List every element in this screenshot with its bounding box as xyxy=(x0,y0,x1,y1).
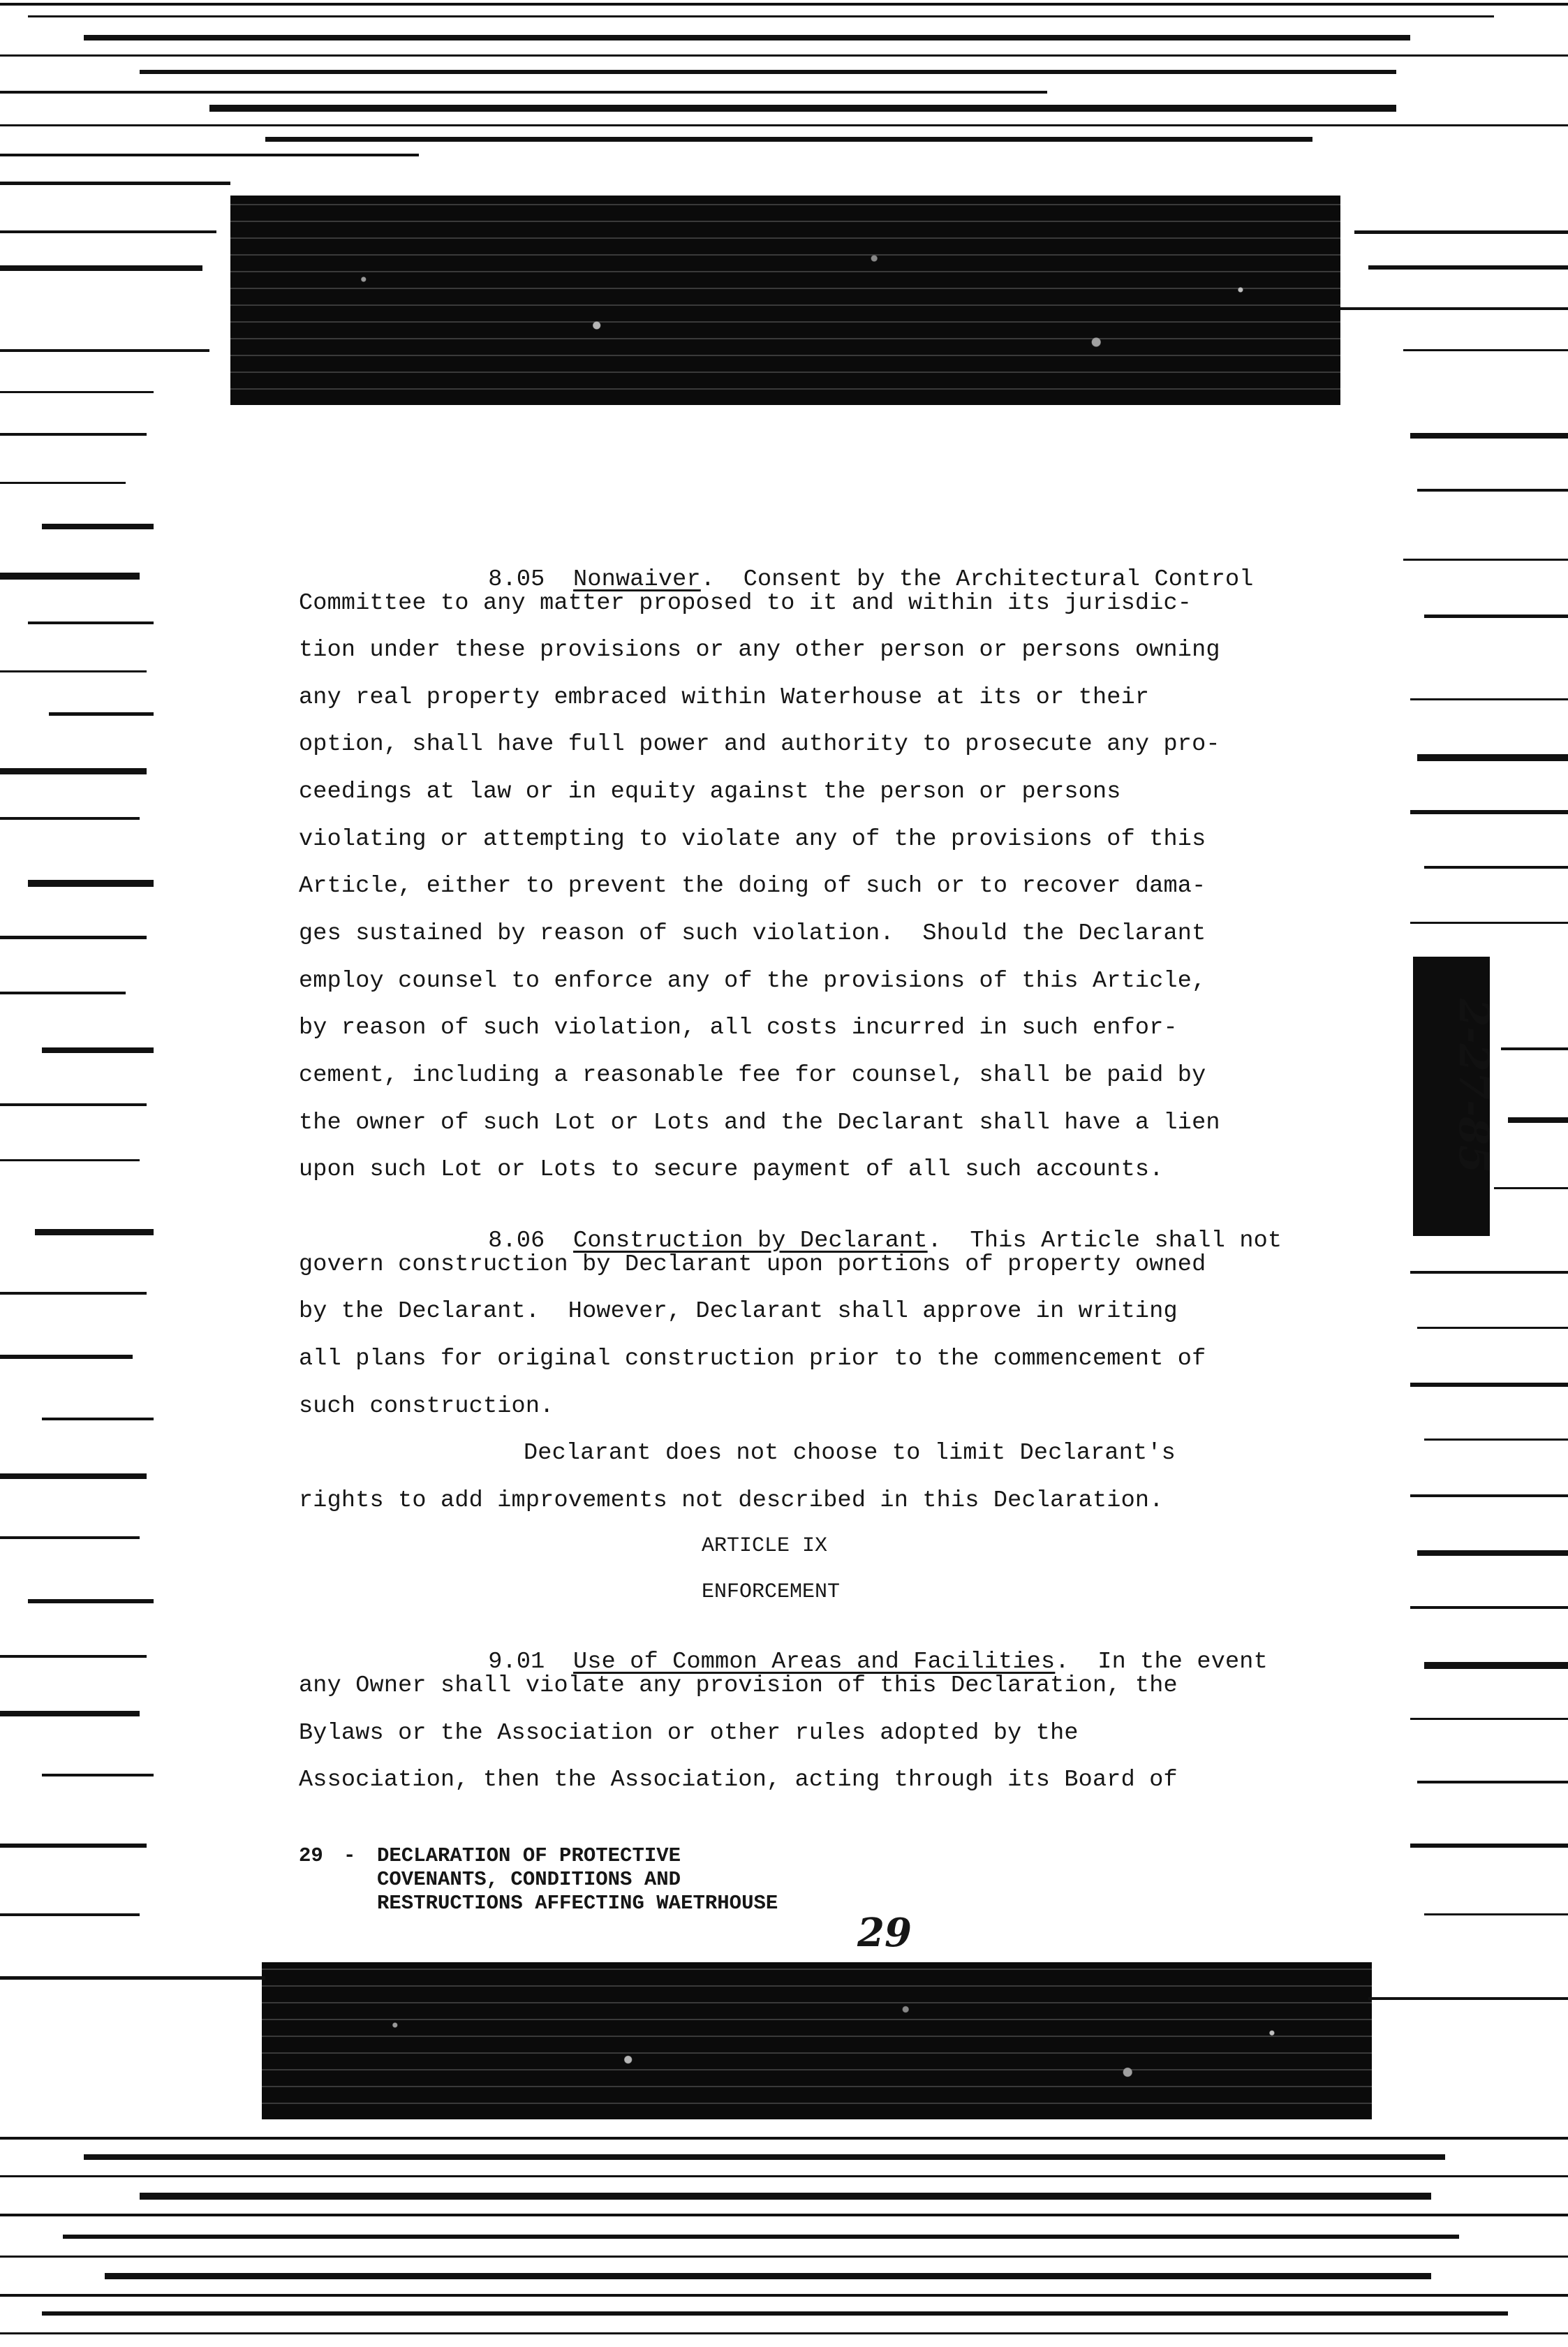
body-line: by reason of such violation, all costs incurred in such enfor- xyxy=(299,1015,1178,1041)
body-line: Bylaws or the Association or other rules adopted by the xyxy=(299,1720,1079,1746)
footer-title-line-1: DECLARATION OF PROTECTIVE xyxy=(377,1844,681,1867)
article-title: ENFORCEMENT xyxy=(702,1580,841,1604)
footer-title-line-3: RESTRUCTIONS AFFECTING WAETRHOUSE xyxy=(377,1892,778,1915)
body-line: rights to add improvements not described in this Declaration. xyxy=(299,1487,1164,1514)
body-line: upon such Lot or Lots to secure payment of all such accounts. xyxy=(299,1156,1164,1183)
body-line: by the Declarant. However, Declarant shall approve in writing xyxy=(299,1298,1178,1325)
handwritten-page-number: 29 xyxy=(857,1910,912,1956)
body-line: any real property embraced within Waterhouse at its or their xyxy=(299,684,1150,711)
body-line: all plans for original construction prior to the commencement of xyxy=(299,1346,1206,1372)
body-line: Article, either to prevent the doing of such or to recover dama- xyxy=(299,873,1206,899)
section-number: 8.06 xyxy=(488,1227,545,1254)
body-line: such construction. xyxy=(299,1393,554,1420)
section-heading: Use of Common Areas and Facilities xyxy=(573,1648,1056,1675)
section-number: 8.05 xyxy=(488,566,545,593)
body-line: Declarant does not choose to limit Declarant's xyxy=(524,1440,1176,1466)
body-line: violating or attempting to violate any of the provisions of this xyxy=(299,826,1206,853)
body-line: option, shall have full power and authority to prosecute any pro- xyxy=(299,731,1220,758)
body-line: any Owner shall violate any provision of this Declaration, the xyxy=(299,1672,1178,1699)
body-line: ges sustained by reason of such violation. Should the Declarant xyxy=(299,920,1206,947)
side-stamp-date: 2-27-85 xyxy=(1450,999,1497,1173)
body-line: Committee to any matter proposed to it and within its jurisdic- xyxy=(299,590,1192,617)
section-text: . Consent by the Architectural Control xyxy=(700,566,1254,593)
scan-noise-band-bottom xyxy=(262,1962,1372,2119)
body-line: govern construction by Declarant upon portions of property owned xyxy=(299,1251,1206,1278)
section-text: . In the event xyxy=(1055,1648,1268,1675)
section-heading: Construction by Declarant xyxy=(573,1227,928,1254)
body-line: tion under these provisions or any other person or persons owning xyxy=(299,637,1220,663)
section-text: . This Article shall not xyxy=(927,1227,1282,1254)
section-heading: Nonwaiver xyxy=(573,566,701,593)
footer-page-number: 29 xyxy=(299,1844,323,1867)
body-line: the owner of such Lot or Lots and the Declarant shall have a lien xyxy=(299,1110,1220,1136)
article-number: ARTICLE IX xyxy=(702,1534,828,1558)
body-line: ceedings at law or in equity against the person or persons xyxy=(299,779,1121,805)
body-line: Association, then the Association, acting through its Board of xyxy=(299,1767,1178,1793)
body-line: cement, including a reasonable fee for counsel, shall be paid by xyxy=(299,1062,1206,1089)
body-line: employ counsel to enforce any of the provisions of this Article, xyxy=(299,968,1206,994)
footer-title-line-2: COVENANTS, CONDITIONS AND xyxy=(377,1868,681,1891)
scan-noise-band-top xyxy=(230,196,1340,405)
footer-dash: - xyxy=(343,1844,356,1867)
section-number: 9.01 xyxy=(488,1648,545,1675)
